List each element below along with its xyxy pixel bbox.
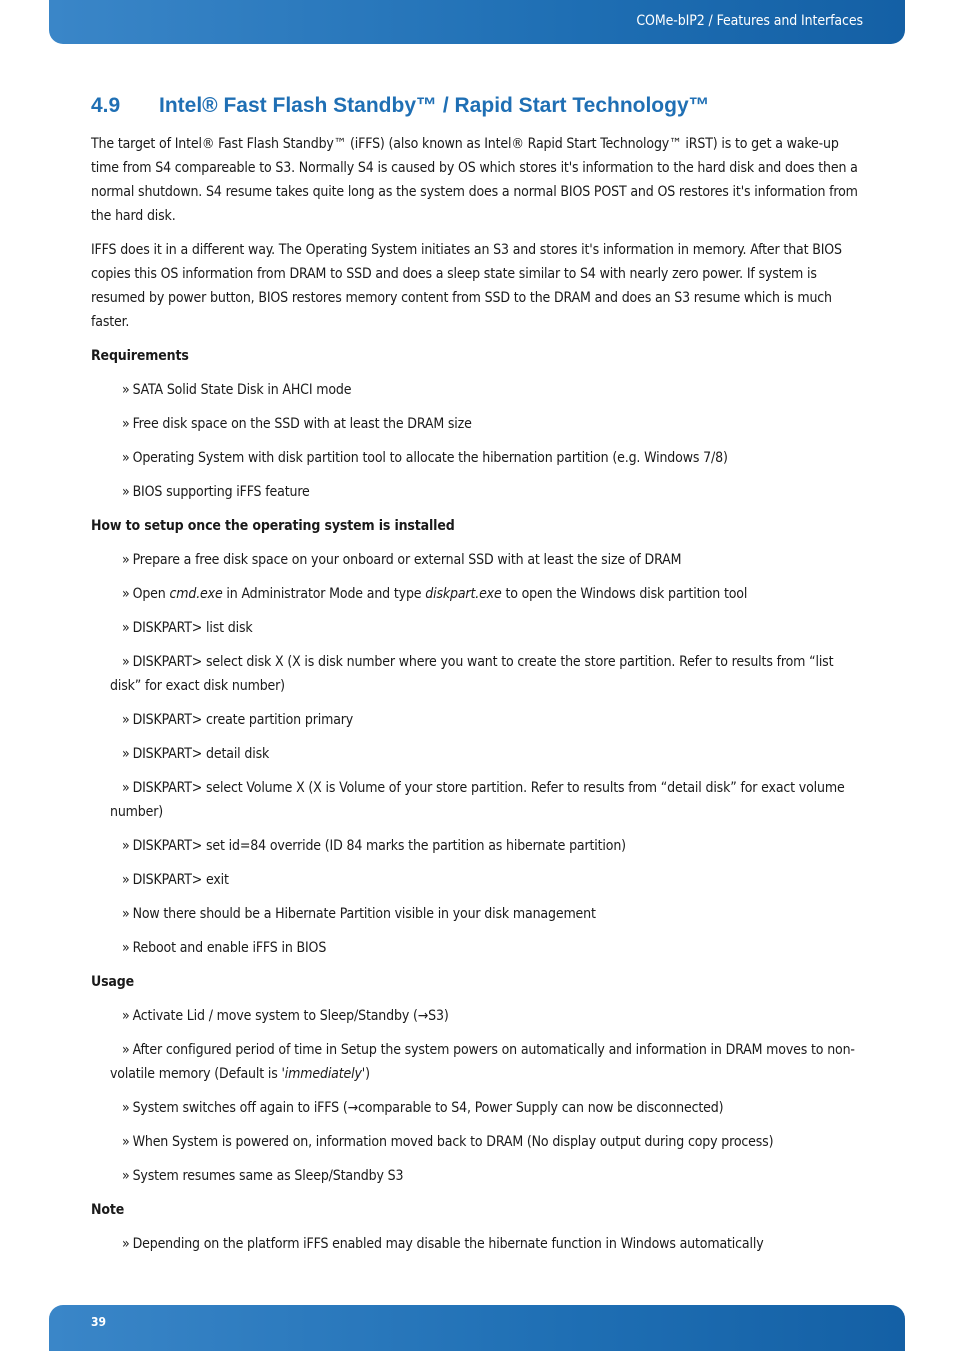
paragraph: IFFS does it in a different way. The Operating System initiates an S3 and stores it's information in memory. After that BIOS copies this OS information from DRAM to SSD and does a sleep state similar to S4 with nearly zero power. If system is resumed by power button, BIOS restores memory content from SSD to the DRAM and does an S3 resume which is much faster. xyxy=(91,242,842,330)
bullet-mark: » xyxy=(122,586,130,602)
list-item: » Operating System with disk partition tool to allocate the hibernation partition (e.g. Windows 7/8) xyxy=(122,450,728,466)
command-name: diskpart.exe xyxy=(425,586,502,602)
list-item: » System resumes same as Sleep/Standby S3 xyxy=(122,1168,404,1184)
list-item: » Open cmd.exe in Administrator Mode and type diskpart.exe to open the Windows disk partition tool xyxy=(122,586,748,602)
list-item: » Now there should be a Hibernate Partition visible in your disk management xyxy=(122,906,596,922)
page-content xyxy=(91,94,866,1266)
bullet-mark: » xyxy=(122,712,130,728)
bullet-mark: » xyxy=(122,416,130,432)
footer-bar xyxy=(49,1305,905,1351)
list-item: » DISKPART> select Volume X (X is Volume of your store partition. Refer to results from “detail disk” for exact volume number) xyxy=(110,780,845,820)
bullet-mark: » xyxy=(122,552,130,568)
note-heading: Note xyxy=(91,1202,125,1218)
list-item: » Depending on the platform iFFS enabled may disable the hibernate function in Windows automatically xyxy=(122,1236,764,1252)
bullet-mark: » xyxy=(122,872,130,888)
note-list xyxy=(91,1232,866,1256)
bullet-mark: » xyxy=(122,1008,130,1024)
list-item: » When System is powered on, information moved back to DRAM (No display output during copy process) xyxy=(122,1134,774,1150)
bullet-mark: » xyxy=(122,1042,130,1058)
page-number: 39 xyxy=(91,1315,107,1329)
requirements-heading: Requirements xyxy=(91,348,189,364)
list-item: » BIOS supporting iFFS feature xyxy=(122,484,310,500)
list-item: » After configured period of time in Setup the system powers on automatically and information in DRAM moves to non-volatile memory (Default is 'immediately') xyxy=(110,1042,855,1082)
bullet-mark: » xyxy=(122,1168,130,1184)
bullet-mark: » xyxy=(122,746,130,762)
list-item: » Free disk space on the SSD with at least the DRAM size xyxy=(122,416,472,432)
bullet-mark: » xyxy=(122,940,130,956)
bullet-mark: » xyxy=(122,484,130,500)
list-item: » DISKPART> set id=84 override (ID 84 marks the partition as hibernate partition) xyxy=(122,838,626,854)
list-item: » DISKPART> list disk xyxy=(122,620,253,636)
bullet-mark: » xyxy=(122,1100,130,1116)
list-item: » DISKPART> exit xyxy=(122,872,229,888)
section-heading xyxy=(91,94,866,118)
bullet-mark: » xyxy=(122,654,130,670)
requirements-list xyxy=(91,378,866,504)
header-title: COMe-bIP2 / Features and Interfaces xyxy=(636,13,863,29)
bullet-mark: » xyxy=(122,780,130,796)
section-title: Intel® Fast Flash Standby™ / Rapid Start Technology™ xyxy=(159,94,710,117)
setup-list xyxy=(91,548,866,960)
paragraph: The target of Intel® Fast Flash Standby™ (iFFS) (also known as Intel® Rapid Start Technology™ iRST) is to get a wake-up time from S4 compareable to S3. Normally S4 is caused by OS which stores it's information to the hard disk and does then a normal shutdown. S4 resume takes quite long as the system does a normal BIOS POST and OS restores it's information from the hard disk. xyxy=(91,136,858,224)
setup-heading: How to setup once the operating system is installed xyxy=(91,518,455,534)
usage-list xyxy=(91,1004,866,1188)
bullet-mark: » xyxy=(122,450,130,466)
command-name: cmd.exe xyxy=(169,586,223,602)
list-item: » Prepare a free disk space on your onboard or external SSD with at least the size of DRAM xyxy=(122,552,682,568)
list-item: » DISKPART> select disk X (X is disk number where you want to create the store partition. Refer to results from “list disk” for exact disk number) xyxy=(110,654,834,694)
list-item: » DISKPART> create partition primary xyxy=(122,712,354,728)
list-item: » SATA Solid State Disk in AHCI mode xyxy=(122,382,352,398)
bullet-mark: » xyxy=(122,838,130,854)
list-item: » Reboot and enable iFFS in BIOS xyxy=(122,940,327,956)
list-item: » System switches off again to iFFS (→comparable to S4, Power Supply can now be disconnected) xyxy=(122,1100,724,1116)
usage-heading: Usage xyxy=(91,974,135,990)
bullet-mark: » xyxy=(122,906,130,922)
bullet-mark: » xyxy=(122,382,130,398)
list-item: » Activate Lid / move system to Sleep/Standby (→S3) xyxy=(122,1008,449,1024)
bullet-mark: » xyxy=(122,1236,130,1252)
default-value: 'immediately' xyxy=(281,1066,366,1082)
header-bar xyxy=(49,0,905,44)
list-item: » DISKPART> detail disk xyxy=(122,746,270,762)
bullet-mark: » xyxy=(122,620,130,636)
bullet-mark: » xyxy=(122,1134,130,1150)
section-number: 4.9 xyxy=(91,94,121,117)
